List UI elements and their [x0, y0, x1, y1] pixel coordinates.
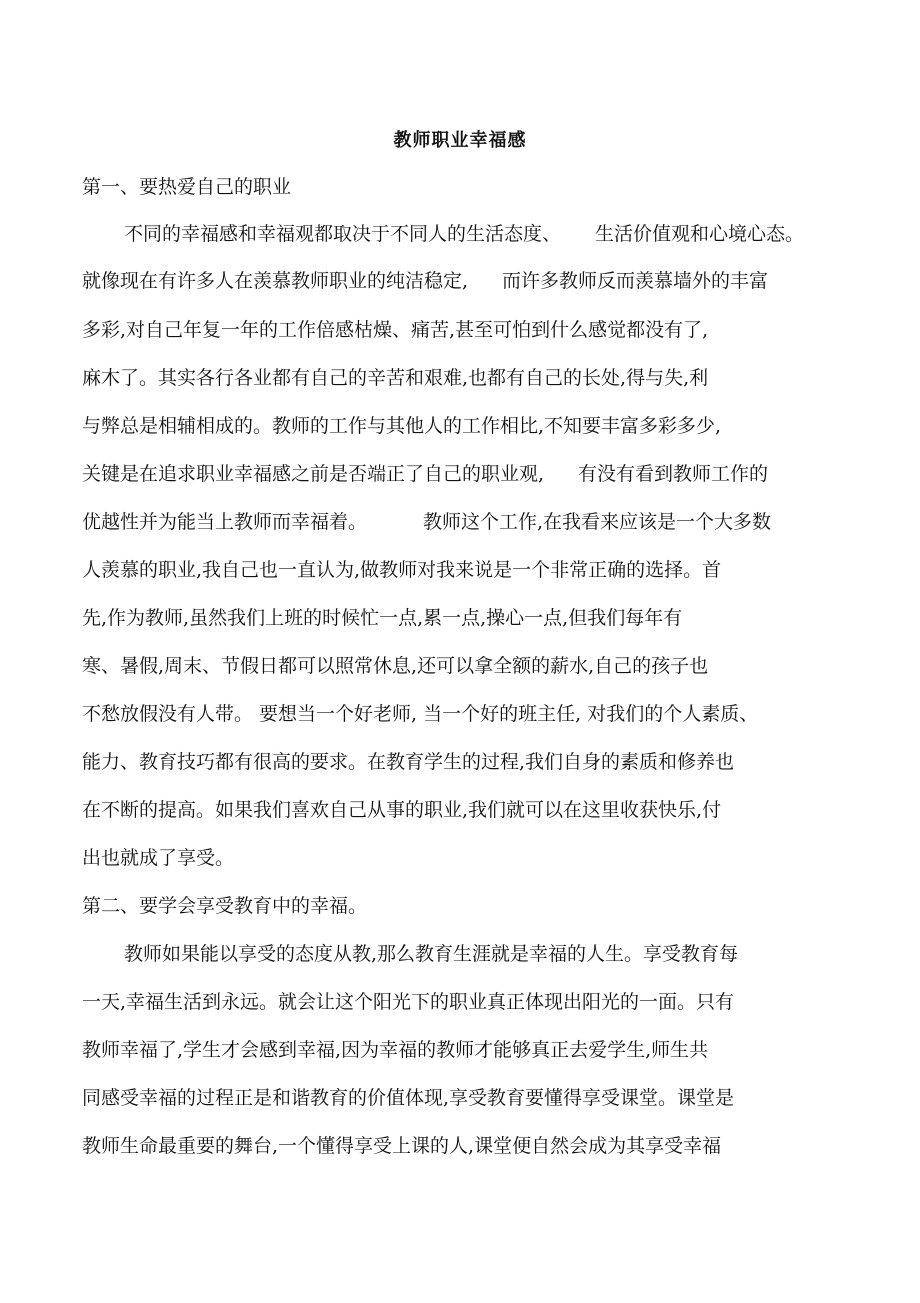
paragraph-line: 一天,幸福生活到永远。就会让这个阳光下的职业真正体现出阳光的一面。只有	[82, 991, 735, 1013]
section-heading: 第二、要学会享受教育中的幸福。	[82, 895, 368, 917]
paragraph-line: 能力、教育技巧都有很高的要求。在教育学生的过程,我们自身的素质和修养也	[82, 751, 735, 773]
text-segment: 生活价值观和心境心态。	[595, 223, 805, 245]
document-title: 教师职业幸福感	[393, 130, 527, 151]
text-segment: 不同的幸福感和幸福观都取决于不同人的生活态度、	[124, 223, 562, 245]
paragraph-line	[124, 222, 804, 246]
paragraph-line: 与弊总是相辅相成的。教师的工作与其他人的工作相比,不知要丰富多彩多少,	[82, 415, 722, 437]
paragraph-line: 人羡慕的职业,我自己也一直认为,做教师对我来说是一个非常正确的选择。首	[82, 559, 722, 581]
text-segment: 教师这个工作,在我看来应该是一个大多数	[423, 511, 772, 533]
section-heading: 第一、要热爱自己的职业	[82, 176, 292, 198]
paragraph-line: 教师幸福了,学生才会感到幸福,因为幸福的教师才能够真正去爱学生,师生共	[82, 1039, 709, 1061]
paragraph-line	[82, 510, 771, 534]
paragraph-line: 在不断的提高。如果我们喜欢自己从事的职业,我们就可以在这里收获快乐,付	[82, 799, 722, 821]
paragraph-line: 多彩,对自己年复一年的工作倍感枯燥、痛苦,甚至可怕到什么感觉都没有了,	[82, 319, 709, 341]
paragraph-line: 先,作为教师,虽然我们上班的时候忙一点,累一点,操心一点,但我们每年有	[82, 607, 683, 629]
paragraph-line	[82, 462, 768, 486]
text-segment: 优越性并为能当上教师而幸福着。	[82, 511, 368, 533]
paragraph-line	[82, 269, 768, 293]
paragraph-line: 教师生命最重要的舞台,一个懂得享受上课的人,课堂便自然会成为其享受幸福	[82, 1135, 722, 1157]
paragraph-line: 教师如果能以享受的态度从教,那么教育生涯就是幸福的人生。享受教育每	[124, 943, 739, 965]
text-segment: 而许多教师反而羡慕墙外的丰富	[502, 270, 769, 292]
paragraph-line: 出也就成了享受。	[82, 847, 235, 869]
paragraph-line: 同感受幸福的过程正是和谐教育的价值体现,享受教育要懂得享受课堂。课堂是	[82, 1087, 735, 1109]
paragraph-line: 麻木了。其实各行各业都有自己的辛苦和艰难,也都有自己的长处,得与失,利	[82, 367, 709, 389]
paragraph-line: 不愁放假没有人带。 要想当一个好老师, 当一个好的班主任, 对我们的个人素质、	[82, 703, 759, 725]
text-segment: 关键是在追求职业幸福感之前是否端正了自己的职业观,	[82, 463, 545, 485]
paragraph-line: 寒、暑假,周末、节假日都可以照常休息,还可以拿全额的薪水,自己的孩子也	[82, 655, 709, 677]
text-segment: 就像现在有许多人在羡慕教师职业的纯洁稳定,	[82, 270, 469, 292]
text-segment: 有没有看到教师工作的	[578, 463, 769, 485]
